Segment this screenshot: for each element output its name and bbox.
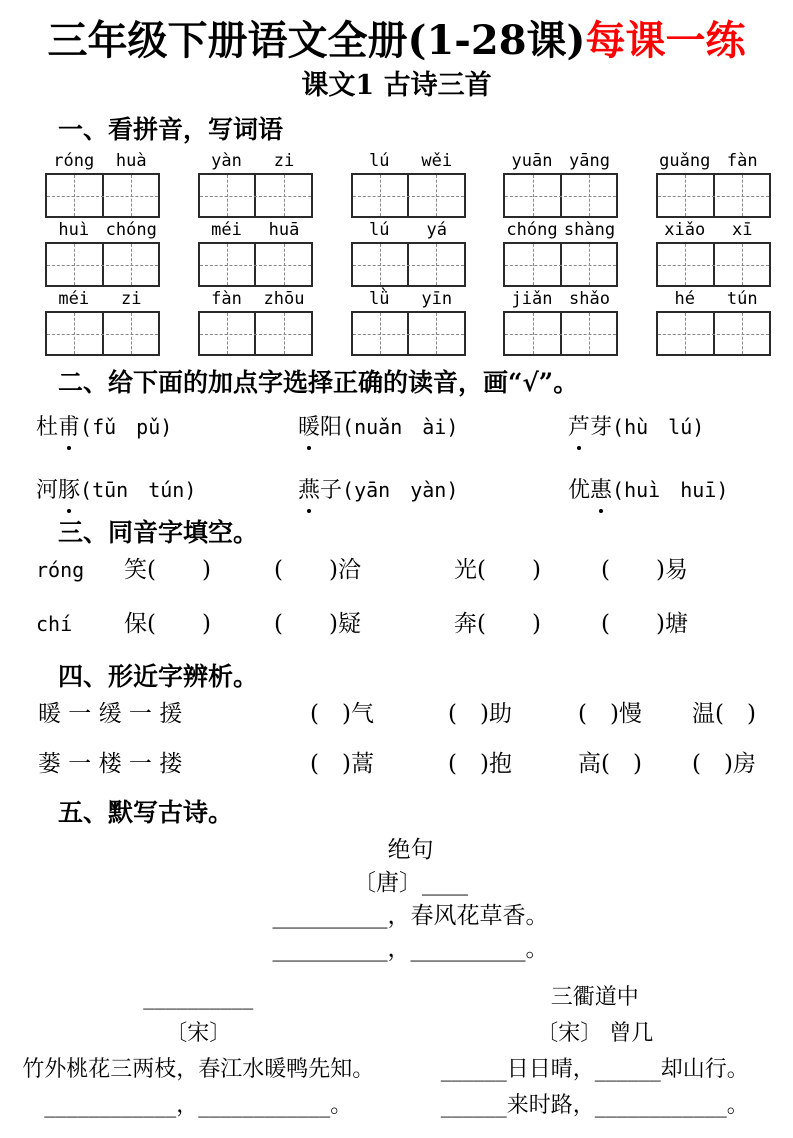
pinyin-syllable: lú <box>351 220 409 241</box>
poem-sanqu-line: ______日日晴，______却山行。 <box>397 1052 793 1088</box>
writing-cell <box>353 244 410 285</box>
writing-cell <box>715 175 770 216</box>
section-4-heading: 四、形近字辨析。 <box>58 662 793 692</box>
writing-box <box>656 311 771 356</box>
pinyin-syllable: xiǎo <box>656 220 714 241</box>
fill-blank-cell: ( )蒿 <box>310 748 448 780</box>
fill-blank-cell: ( )易 <box>601 554 793 586</box>
word-part: 杜 <box>36 415 58 440</box>
writing-cell <box>104 313 159 354</box>
similar-char-row <box>0 748 793 780</box>
pronunciation-item <box>298 475 568 506</box>
worksheet-title <box>0 16 793 66</box>
pinyin-label <box>351 220 466 241</box>
fill-blank-cell: 温( ) <box>692 698 793 730</box>
pinyin-word-group <box>503 151 618 218</box>
writing-cell <box>505 244 562 285</box>
writing-cell <box>562 244 617 285</box>
pinyin-syllable: hé <box>656 289 714 310</box>
poem-jueju <box>14 834 793 966</box>
poem-huichong-author: 〔宋〕 <box>0 1016 397 1052</box>
writing-box <box>45 311 160 356</box>
poem-sanqu-author: 〔宋〕 曾几 <box>397 1016 793 1052</box>
writing-cell <box>505 175 562 216</box>
writing-box <box>198 311 313 356</box>
poem-jueju-line: __________，春风花草香。 <box>14 900 793 933</box>
writing-cell <box>562 313 617 354</box>
similar-character-section <box>0 698 793 780</box>
pinyin-syllable: guǎng <box>656 151 714 172</box>
pinyin-word-group <box>45 289 160 356</box>
pinyin-label <box>45 151 160 172</box>
pinyin-options: (yān yàn) <box>342 478 458 502</box>
poem-huichong-title-blank: __________ <box>0 980 397 1016</box>
pinyin-syllable: yīn <box>408 289 466 310</box>
fill-blank-cell: ( )疑 <box>274 608 454 640</box>
section-2-heading: 二、给下面的加点字选择正确的读音，画“√”。 <box>58 368 793 398</box>
pinyin-syllable: róng <box>45 151 103 172</box>
pinyin-syllable: shàng <box>561 220 619 241</box>
pinyin-label <box>198 151 313 172</box>
word-part: 子 <box>320 478 342 503</box>
pinyin-options: (huì huī) <box>612 478 728 502</box>
pinyin-syllable: yá <box>408 220 466 241</box>
similar-char-group: 蒌 一 楼 一 搂 <box>38 748 310 780</box>
pinyin-label <box>45 289 160 310</box>
homophone-fill-section <box>0 554 793 640</box>
section-1-heading: 一、看拼音，写词语 <box>58 115 793 145</box>
pinyin-label <box>198 289 313 310</box>
writing-cell <box>562 175 617 216</box>
similar-char-group: 暖 一 缓 一 援 <box>38 698 310 730</box>
pinyin-options: (tūn tún) <box>80 478 196 502</box>
pinyin-word-group <box>656 151 771 218</box>
writing-cell <box>200 244 257 285</box>
word-part: 芽 <box>590 415 612 440</box>
pinyin-grid-row <box>45 220 771 287</box>
pinyin-label <box>198 220 313 241</box>
writing-cell <box>409 313 464 354</box>
pinyin-syllable: shǎo <box>561 289 619 310</box>
fill-blank-cell: 保( ) <box>124 608 274 640</box>
writing-box <box>503 311 618 356</box>
writing-cell <box>104 175 159 216</box>
fill-blank-cell: 高( ) <box>578 748 692 780</box>
poem-sanqu-line: ______来时路，____________。 <box>397 1088 793 1124</box>
pronunciation-item <box>36 475 298 506</box>
pinyin-syllable: xī <box>714 220 772 241</box>
section-3-heading: 三、同音字填空。 <box>58 518 793 548</box>
pinyin-writing-grid <box>0 151 793 356</box>
dotted-character: 暖 <box>298 413 320 443</box>
writing-cell <box>47 313 104 354</box>
writing-cell <box>409 244 464 285</box>
writing-box <box>45 173 160 218</box>
writing-cell <box>47 175 104 216</box>
pinyin-syllable: fàn <box>714 151 772 172</box>
pronunciation-item <box>298 412 568 443</box>
fill-blank-cell: ( )慢 <box>578 698 692 730</box>
pinyin-label <box>656 289 771 310</box>
writing-cell <box>353 175 410 216</box>
pinyin-word-group <box>198 289 313 356</box>
writing-box <box>198 173 313 218</box>
section-5-heading: 五、默写古诗。 <box>58 798 793 828</box>
homophone-pinyin-label: chí <box>36 608 124 640</box>
pinyin-word-group <box>351 220 466 287</box>
pinyin-word-group <box>198 151 313 218</box>
pinyin-syllable: huā <box>255 220 313 241</box>
dotted-character: 燕 <box>298 476 320 506</box>
fill-blank-cell: ( )塘 <box>601 608 793 640</box>
writing-cell <box>505 313 562 354</box>
pinyin-label <box>45 220 160 241</box>
fill-blank-cell: ( )房 <box>692 748 793 780</box>
poem-jueju-author: 〔唐〕____ <box>14 867 793 900</box>
worksheet-title-red: 每课一练 <box>585 17 745 64</box>
fill-blank-cell: ( )助 <box>448 698 578 730</box>
writing-box <box>656 242 771 287</box>
pinyin-word-group <box>503 220 618 287</box>
fill-blank-cell: 笑( ) <box>124 554 274 586</box>
pinyin-syllable: wěi <box>408 151 466 172</box>
dotted-character: 豚 <box>58 476 80 506</box>
pinyin-word-group <box>656 220 771 287</box>
lesson-subtitle: 课文1 古诗三首 <box>0 69 793 103</box>
pinyin-syllable: zhōu <box>255 289 313 310</box>
pinyin-options: (hù lú) <box>612 415 704 439</box>
writing-box <box>351 173 466 218</box>
pinyin-word-group <box>198 220 313 287</box>
poem-sanqu-title: 三衢道中 <box>397 980 793 1016</box>
pinyin-syllable: méi <box>45 289 103 310</box>
writing-cell <box>104 244 159 285</box>
similar-char-row <box>0 698 793 730</box>
pronunciation-item <box>36 412 298 443</box>
pinyin-label <box>351 289 466 310</box>
fill-blank-cell: ( )抱 <box>448 748 578 780</box>
writing-cell <box>658 175 715 216</box>
homophone-row <box>0 554 793 586</box>
bottom-poems <box>0 980 793 1124</box>
writing-cell <box>353 313 410 354</box>
writing-cell <box>200 313 257 354</box>
word-part: 河 <box>36 478 58 503</box>
fill-blank-cell: ( )洽 <box>274 554 454 586</box>
pinyin-syllable: méi <box>198 220 256 241</box>
pinyin-word-group <box>351 151 466 218</box>
homophone-row <box>0 608 793 640</box>
pinyin-word-group <box>503 289 618 356</box>
word-part: 阳 <box>320 415 342 440</box>
pinyin-syllable: chóng <box>103 220 161 241</box>
pinyin-word-group <box>45 220 160 287</box>
worksheet-title-black: 三年级下册语文全册(1-28课) <box>48 17 586 64</box>
pronunciation-row <box>0 412 793 443</box>
pinyin-syllable: fàn <box>198 289 256 310</box>
pinyin-word-group <box>656 289 771 356</box>
pinyin-syllable: lǜ <box>351 289 409 310</box>
dotted-character: 惠 <box>590 476 612 506</box>
poem-jueju-line: __________，__________。 <box>14 933 793 966</box>
pinyin-syllable: zi <box>103 289 161 310</box>
pinyin-syllable: yuān <box>503 151 561 172</box>
pinyin-syllable: lú <box>351 151 409 172</box>
pinyin-label <box>503 151 618 172</box>
pinyin-syllable: jiǎn <box>503 289 561 310</box>
fill-blank-cell: 光( ) <box>454 554 601 586</box>
pinyin-options: (nuǎn ài) <box>342 415 458 439</box>
writing-box <box>503 242 618 287</box>
poem-huichong-line: 竹外桃花三两枝，春江水暖鸭先知。 <box>0 1052 397 1088</box>
pinyin-word-group <box>351 289 466 356</box>
pinyin-syllable: huà <box>103 151 161 172</box>
writing-cell <box>715 244 770 285</box>
pronunciation-item <box>568 412 793 443</box>
pinyin-syllable: zi <box>255 151 313 172</box>
homophone-pinyin-label: róng <box>36 554 124 586</box>
poem-huichong-line: ____________，____________。 <box>0 1088 397 1124</box>
writing-cell <box>658 313 715 354</box>
writing-box <box>351 242 466 287</box>
pinyin-label <box>656 220 771 241</box>
pinyin-label <box>503 289 618 310</box>
pinyin-word-group <box>45 151 160 218</box>
pinyin-label <box>656 151 771 172</box>
pinyin-syllable: chóng <box>503 220 561 241</box>
writing-box <box>351 311 466 356</box>
word-part: 优 <box>568 478 590 503</box>
poem-sanqudaozhong <box>397 980 793 1124</box>
writing-box <box>503 173 618 218</box>
pinyin-syllable: huì <box>45 220 103 241</box>
writing-cell <box>256 175 311 216</box>
fill-blank-cell: 奔( ) <box>454 608 601 640</box>
writing-box <box>198 242 313 287</box>
writing-box <box>656 173 771 218</box>
poem-huichong <box>0 980 397 1124</box>
pinyin-syllable: tún <box>714 289 772 310</box>
poem-jueju-title: 绝句 <box>14 834 793 867</box>
pinyin-label <box>351 151 466 172</box>
writing-cell <box>256 244 311 285</box>
pronunciation-row <box>0 475 793 506</box>
writing-cell <box>256 313 311 354</box>
writing-cell <box>200 175 257 216</box>
fill-blank-cell: ( )气 <box>310 698 448 730</box>
writing-cell <box>715 313 770 354</box>
pinyin-grid-row <box>45 289 771 356</box>
pinyin-grid-row <box>45 151 771 218</box>
pinyin-syllable: yàn <box>198 151 256 172</box>
writing-cell <box>47 244 104 285</box>
pinyin-label <box>503 220 618 241</box>
writing-cell <box>409 175 464 216</box>
dotted-character: 甫 <box>58 413 80 443</box>
pinyin-syllable: yāng <box>561 151 619 172</box>
pinyin-options: (fǔ pǔ) <box>80 415 172 439</box>
writing-cell <box>658 244 715 285</box>
pronunciation-item <box>568 475 793 506</box>
writing-box <box>45 242 160 287</box>
dotted-character: 芦 <box>568 413 590 443</box>
